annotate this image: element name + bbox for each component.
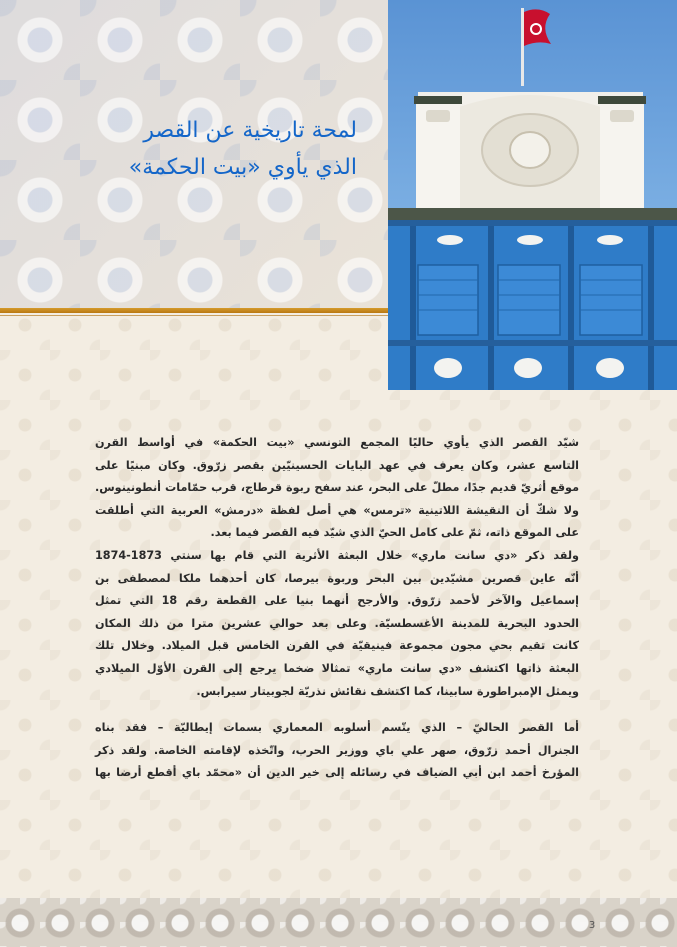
text-line: البعثة ذاتها اكتشف «دي سانت ماري» تمثالا ضخما يرجع إلى القرن الأوّل الميلادي [95,661,579,675]
body-text [95,432,579,785]
text-line: الجنرال أحمد زرّوق، صهر علي باي ووزير الحرب، واتّخذه لإقامته الخاصة. ولقد ذكر [95,743,579,757]
palace-photo [388,0,677,390]
paragraph-2 [95,545,579,703]
title-line-1: لمحة تاريخية عن القصر [143,118,357,143]
text-line: ويمثل الإمبراطورة سابينا، كما اكتشف نقائش نذريّة لجوبيتار سيرابس. [196,684,579,698]
palace-illustration [388,0,677,390]
flag-pole [521,8,524,86]
text-line: إسماعيل والآخر لأحمد زرّوق. والأرجح أنهما بنيا على القطعة رقم 18 التي تمثل [95,594,580,608]
gold-divider [0,308,388,313]
text-line: المؤرخ أحمد ابن أبي الضياف في رسائله إلى خير الدين أن «محمّد باي أقطع أرضا بها [95,766,579,780]
page-number: 3 [588,920,596,931]
text-line: كانت تقيم بحي مجون مجموعة فينيقيّة في القرن الخامس قبل الميلاد. وخلال تلك [95,639,579,653]
gold-divider-thin [0,315,388,316]
text-line: على الموقع ذاته، ثمّ على كامل الحيّ الذي شيّد فيه القصر فيما بعد. [210,526,579,540]
text-line: أنّه عاين قصرين مشيّدين بين البحر وربوة بيرصا، كان أحدهما ملكا لمصطفى بن [95,571,579,585]
page-title [37,112,357,186]
paragraph-3 [95,717,579,785]
text-line: ولقد ذكر «دي سانت ماري» خلال البعثة الأثرية التي قام بها سنتي 1873-1874 [95,548,579,562]
text-line: الحدود البحرية للمدينة الأغسطسيّة. وعلى بعد حوالي عشرين مترا من ذلك المكان [95,616,579,630]
title-line-2: الذي يأوي «بيت الحكمة» [128,155,357,180]
text-line: أما القصر الحاليّ – الذي يتّسم أسلوبه المعماري بسمات إيطاليّة – فقد بناه [95,721,579,735]
decorative-bottom-band [0,898,677,947]
text-line: شيّد القصر الذي يأوي حاليًا المجمع التونسي «بيت الحكمة» في أواسط القرن [95,436,579,449]
text-line: ولا شكّ أن النقيشة اللاتينية «ترمس» هي أصل لفظة «درمش» العربية التي أطلقت [95,503,579,517]
text-line: موقع أثريّ قديم جدًا، مطلّ على البحر، عند سفح ربوة قرطاج، قرب حمّامات أنطونينوس. [95,481,579,495]
text-line: التاسع عشر، وكان يعرف في عهد البايات الحسينيّين بقصر زرّوق. وكان مبنيًا على [95,458,579,472]
paragraph-1 [95,432,579,545]
